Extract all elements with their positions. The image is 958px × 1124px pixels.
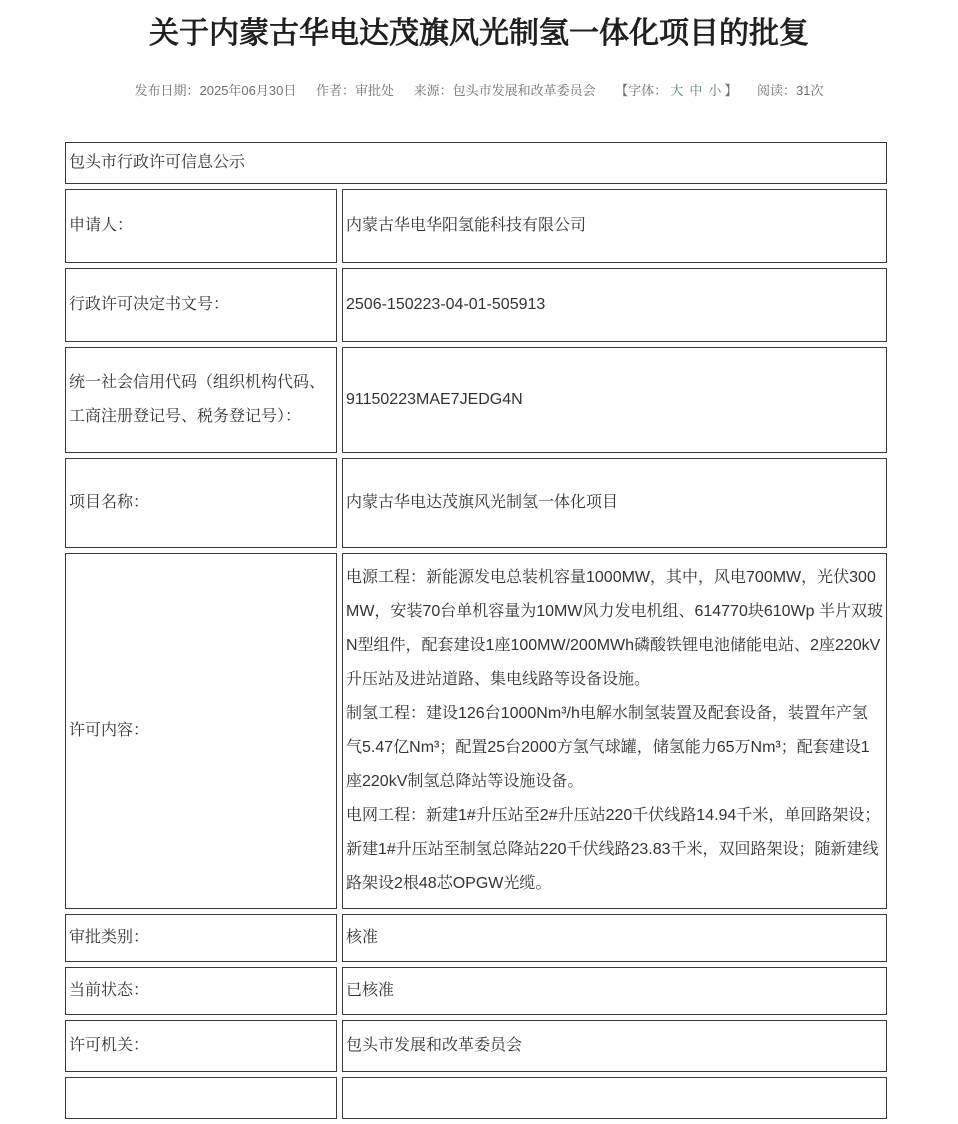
row-label: 申请人： — [65, 189, 337, 263]
source-group — [414, 83, 596, 98]
table-row-partial — [65, 1077, 887, 1119]
views-group — [757, 83, 823, 98]
article-page — [0, 14, 958, 1124]
row-value: 2506-150223-04-01-505913 — [342, 268, 887, 342]
author-group — [316, 83, 394, 98]
author-label: 作者： — [315, 83, 355, 98]
author-value: 审批处 — [355, 83, 395, 98]
font-size-small-link[interactable]: 小 — [708, 83, 722, 98]
row-label: 审批类别： — [65, 914, 337, 962]
table-row-decision-number — [65, 268, 887, 342]
views-count: 31次 — [796, 83, 824, 98]
row-label: 当前状态： — [65, 967, 337, 1015]
row-label: 行政许可决定书文号： — [65, 268, 337, 342]
table-row-project-name — [65, 458, 887, 548]
row-value: 已核准 — [342, 967, 887, 1015]
table-row-current-status — [65, 967, 887, 1015]
permit-content-hydrogen-works: 制氢工程：建设126台1000Nm³/h电解水制氢装置及配套设备，装置年产氢气5.47亿Nm³；配置25台2000方氢气球罐，储氢能力65万Nm³；配套建设1座220kV制氢总降站等设施设备。 — [346, 705, 870, 790]
table-header-row — [65, 142, 887, 184]
source-label: 来源： — [413, 83, 453, 98]
permit-info-table — [60, 137, 892, 1124]
row-value: 内蒙古华电华阳氢能科技有限公司 — [342, 189, 887, 263]
page-title: 关于内蒙古华电达茂旗风光制氢一体化项目的批复 — [149, 17, 809, 50]
row-label: 项目名称： — [65, 458, 337, 548]
font-size-medium-link[interactable]: 中 — [689, 83, 703, 98]
permit-content-grid-works: 电网工程：新建1#升压站至2#升压站220千伏线路14.94千米，单回路架设；新建1#升压站至制氢总降站220千伏线路23.83千米，双回路架设；随新建线路架设2根48芯OPGW光缆。 — [346, 807, 881, 892]
article-meta — [0, 82, 958, 100]
views-label: 阅读： — [757, 83, 797, 98]
font-switcher-prefix: 【字体： — [615, 83, 668, 98]
row-label: 许可内容： — [65, 553, 337, 909]
publish-date-label: 发布日期： — [134, 83, 200, 98]
row-label: 许可机关： — [65, 1020, 337, 1072]
row-label — [65, 1077, 337, 1119]
row-value: 核准 — [342, 914, 887, 962]
publish-date-group — [135, 83, 297, 98]
row-value — [342, 553, 887, 909]
font-size-switcher — [615, 83, 737, 98]
table-row-applicant — [65, 189, 887, 263]
font-size-large-link[interactable]: 大 — [670, 83, 684, 98]
publish-date-value: 2025年06月30日 — [199, 83, 297, 98]
row-value: 内蒙古华电达茂旗风光制氢一体化项目 — [342, 458, 887, 548]
font-switcher-suffix: 】 — [724, 83, 738, 98]
row-value: 包头市发展和改革委员会 — [342, 1020, 887, 1072]
row-value: 91150223MAE7JEDG4N — [342, 347, 887, 453]
row-label: 统一社会信用代码（组织机构代码、工商注册登记号、税务登记号）： — [65, 347, 337, 453]
table-row-permit-content — [65, 553, 887, 909]
source-value: 包头市发展和改革委员会 — [452, 83, 596, 98]
permit-content-power-works: 电源工程：新能源发电总装机容量1000MW，其中，风电700MW，光伏300MW，安装70台单机容量为10MW风力发电机组、614770块610Wp 半片双玻N型组件，配套建设1座100MW/200MWh磷酸铁锂电池储能电站、2座220kV升压站及进站道路、集电线路等设备设施。 — [346, 569, 883, 688]
table-title: 包头市行政许可信息公示 — [65, 142, 887, 184]
table-row-approval-type — [65, 914, 887, 962]
table-row-permit-authority — [65, 1020, 887, 1072]
table-row-credit-code — [65, 347, 887, 453]
row-value — [342, 1077, 887, 1119]
